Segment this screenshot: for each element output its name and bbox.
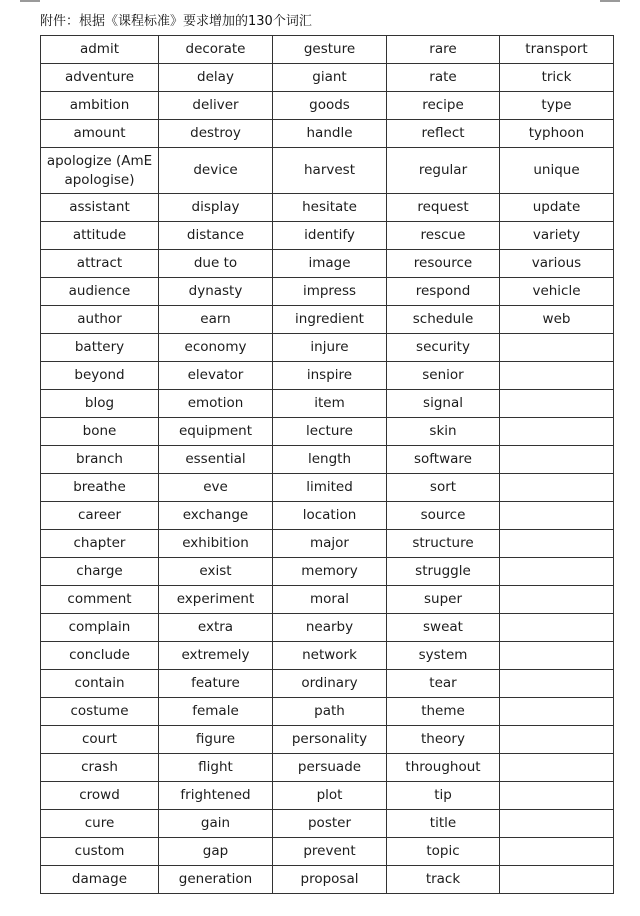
table-row [41, 250, 614, 278]
vocab-cell: injure [273, 334, 387, 362]
vocab-cell: nearby [273, 614, 387, 642]
vocab-cell [500, 754, 614, 782]
vocab-cell [500, 362, 614, 390]
vocab-cell [500, 642, 614, 670]
vocab-cell: essential [159, 446, 273, 474]
vocab-cell: plot [273, 782, 387, 810]
vocab-cell: gap [159, 838, 273, 866]
table-row [41, 194, 614, 222]
vocab-cell [500, 418, 614, 446]
vocab-cell: network [273, 642, 387, 670]
vocab-cell [500, 390, 614, 418]
vocab-cell: eve [159, 474, 273, 502]
vocab-cell: comment [41, 586, 159, 614]
top-right-edge-mark [600, 0, 620, 2]
vocab-cell: reflect [387, 120, 500, 148]
vocab-cell: theory [387, 726, 500, 754]
vocab-cell [500, 698, 614, 726]
vocab-cell: economy [159, 334, 273, 362]
vocab-cell: path [273, 698, 387, 726]
vocab-cell: decorate [159, 36, 273, 64]
vocab-cell: career [41, 502, 159, 530]
vocab-cell: throughout [387, 754, 500, 782]
vocab-cell: complain [41, 614, 159, 642]
vocab-cell: battery [41, 334, 159, 362]
vocab-cell: device [159, 148, 273, 194]
vocab-cell: ordinary [273, 670, 387, 698]
vocab-cell: moral [273, 586, 387, 614]
vocab-cell: female [159, 698, 273, 726]
vocab-cell: contain [41, 670, 159, 698]
vocab-cell: destroy [159, 120, 273, 148]
vocab-cell: gesture [273, 36, 387, 64]
vocab-cell: beyond [41, 362, 159, 390]
vocab-cell: exist [159, 558, 273, 586]
table-row [41, 474, 614, 502]
vocab-cell: extra [159, 614, 273, 642]
vocab-cell [500, 866, 614, 894]
table-row [41, 754, 614, 782]
table-row [41, 418, 614, 446]
vocab-cell: display [159, 194, 273, 222]
vocab-cell: crash [41, 754, 159, 782]
vocab-cell [500, 334, 614, 362]
vocab-cell: vehicle [500, 278, 614, 306]
vocab-cell: prevent [273, 838, 387, 866]
table-row [41, 670, 614, 698]
vocab-cell: image [273, 250, 387, 278]
vocab-cell: item [273, 390, 387, 418]
vocab-cell: security [387, 334, 500, 362]
vocab-cell: exhibition [159, 530, 273, 558]
table-row [41, 36, 614, 64]
vocab-cell: resource [387, 250, 500, 278]
table-row [41, 782, 614, 810]
vocab-cell: web [500, 306, 614, 334]
vocab-cell [500, 810, 614, 838]
vocab-cell: lecture [273, 418, 387, 446]
vocab-cell: impress [273, 278, 387, 306]
vocab-cell [500, 502, 614, 530]
vocab-cell [500, 446, 614, 474]
vocab-cell: rare [387, 36, 500, 64]
vocab-cell [500, 558, 614, 586]
vocab-cell: various [500, 250, 614, 278]
vocab-cell: software [387, 446, 500, 474]
vocab-cell: admit [41, 36, 159, 64]
vocab-cell: bone [41, 418, 159, 446]
vocab-cell: conclude [41, 642, 159, 670]
vocab-cell: crowd [41, 782, 159, 810]
table-row [41, 586, 614, 614]
vocab-cell [500, 782, 614, 810]
table-row [41, 306, 614, 334]
vocab-cell [500, 726, 614, 754]
vocab-cell: earn [159, 306, 273, 334]
vocab-cell: rate [387, 64, 500, 92]
vocab-cell: audience [41, 278, 159, 306]
vocab-cell: branch [41, 446, 159, 474]
vocab-cell: identify [273, 222, 387, 250]
vocab-cell: structure [387, 530, 500, 558]
table-row [41, 390, 614, 418]
vocab-cell: goods [273, 92, 387, 120]
table-row [41, 530, 614, 558]
vocab-cell: flight [159, 754, 273, 782]
vocab-cell: chapter [41, 530, 159, 558]
vocab-cell: theme [387, 698, 500, 726]
vocab-cell: experiment [159, 586, 273, 614]
vocab-cell: blog [41, 390, 159, 418]
vocab-cell: trick [500, 64, 614, 92]
vocab-cell: location [273, 502, 387, 530]
vocab-cell: extremely [159, 642, 273, 670]
table-row [41, 334, 614, 362]
vocab-cell: proposal [273, 866, 387, 894]
vocab-cell: handle [273, 120, 387, 148]
vocab-cell: cure [41, 810, 159, 838]
table-row [41, 614, 614, 642]
vocab-cell [500, 586, 614, 614]
vocab-cell: gain [159, 810, 273, 838]
vocab-cell: breathe [41, 474, 159, 502]
vocab-cell: delay [159, 64, 273, 92]
vocab-cell: respond [387, 278, 500, 306]
top-left-edge-mark [20, 0, 40, 2]
vocabulary-table-body [41, 36, 614, 894]
vocab-cell: regular [387, 148, 500, 194]
vocab-cell: charge [41, 558, 159, 586]
vocab-cell: recipe [387, 92, 500, 120]
table-row [41, 866, 614, 894]
vocab-cell: author [41, 306, 159, 334]
table-row [41, 838, 614, 866]
vocab-cell: track [387, 866, 500, 894]
vocab-cell: dynasty [159, 278, 273, 306]
table-row [41, 726, 614, 754]
vocab-cell: title [387, 810, 500, 838]
vocab-cell: court [41, 726, 159, 754]
vocab-cell: memory [273, 558, 387, 586]
table-row [41, 698, 614, 726]
vocab-cell: attitude [41, 222, 159, 250]
vocab-cell: damage [41, 866, 159, 894]
vocab-cell: hesitate [273, 194, 387, 222]
vocab-cell: ingredient [273, 306, 387, 334]
vocab-cell: custom [41, 838, 159, 866]
table-row [41, 222, 614, 250]
vocab-cell: feature [159, 670, 273, 698]
vocab-cell: frightened [159, 782, 273, 810]
vocab-cell: length [273, 446, 387, 474]
vocab-cell: poster [273, 810, 387, 838]
vocab-cell [500, 474, 614, 502]
vocab-cell [500, 614, 614, 642]
vocab-cell: signal [387, 390, 500, 418]
vocab-cell: inspire [273, 362, 387, 390]
table-row [41, 278, 614, 306]
vocab-cell: assistant [41, 194, 159, 222]
vocab-cell: type [500, 92, 614, 120]
vocab-cell: equipment [159, 418, 273, 446]
vocab-cell: sweat [387, 614, 500, 642]
vocab-cell: update [500, 194, 614, 222]
vocab-cell: personality [273, 726, 387, 754]
vocab-cell: giant [273, 64, 387, 92]
vocab-cell: variety [500, 222, 614, 250]
vocab-cell: schedule [387, 306, 500, 334]
vocab-cell: generation [159, 866, 273, 894]
vocab-cell: persuade [273, 754, 387, 782]
vocab-cell: rescue [387, 222, 500, 250]
document-caption: 附件：根据《课程标准》要求增加的130个词汇 [40, 14, 312, 29]
vocab-cell: senior [387, 362, 500, 390]
table-row [41, 64, 614, 92]
vocab-cell: transport [500, 36, 614, 64]
vocab-cell: major [273, 530, 387, 558]
vocab-cell: emotion [159, 390, 273, 418]
vocab-cell: elevator [159, 362, 273, 390]
table-row [41, 810, 614, 838]
vocab-cell: sort [387, 474, 500, 502]
vocab-cell: deliver [159, 92, 273, 120]
vocab-cell: struggle [387, 558, 500, 586]
vocab-cell [500, 670, 614, 698]
vocab-cell: topic [387, 838, 500, 866]
vocab-cell [500, 838, 614, 866]
vocab-cell: due to [159, 250, 273, 278]
vocabulary-table [40, 35, 614, 894]
vocab-cell: ambition [41, 92, 159, 120]
vocab-cell: skin [387, 418, 500, 446]
vocab-cell: source [387, 502, 500, 530]
table-row [41, 362, 614, 390]
table-row [41, 148, 614, 194]
vocab-cell: tip [387, 782, 500, 810]
table-row [41, 446, 614, 474]
table-row [41, 642, 614, 670]
vocab-cell: super [387, 586, 500, 614]
vocab-cell: limited [273, 474, 387, 502]
vocab-cell: distance [159, 222, 273, 250]
vocab-cell: unique [500, 148, 614, 194]
table-row [41, 558, 614, 586]
vocab-cell: figure [159, 726, 273, 754]
vocab-cell [500, 530, 614, 558]
vocab-cell: system [387, 642, 500, 670]
vocab-cell: apologize (AmE apologise) [41, 148, 159, 194]
vocab-cell: attract [41, 250, 159, 278]
vocab-cell: harvest [273, 148, 387, 194]
table-row [41, 502, 614, 530]
vocab-cell: costume [41, 698, 159, 726]
table-row [41, 92, 614, 120]
vocab-cell: adventure [41, 64, 159, 92]
vocab-cell: request [387, 194, 500, 222]
table-row [41, 120, 614, 148]
vocab-cell: typhoon [500, 120, 614, 148]
vocab-cell: tear [387, 670, 500, 698]
vocab-cell: amount [41, 120, 159, 148]
vocab-cell: exchange [159, 502, 273, 530]
